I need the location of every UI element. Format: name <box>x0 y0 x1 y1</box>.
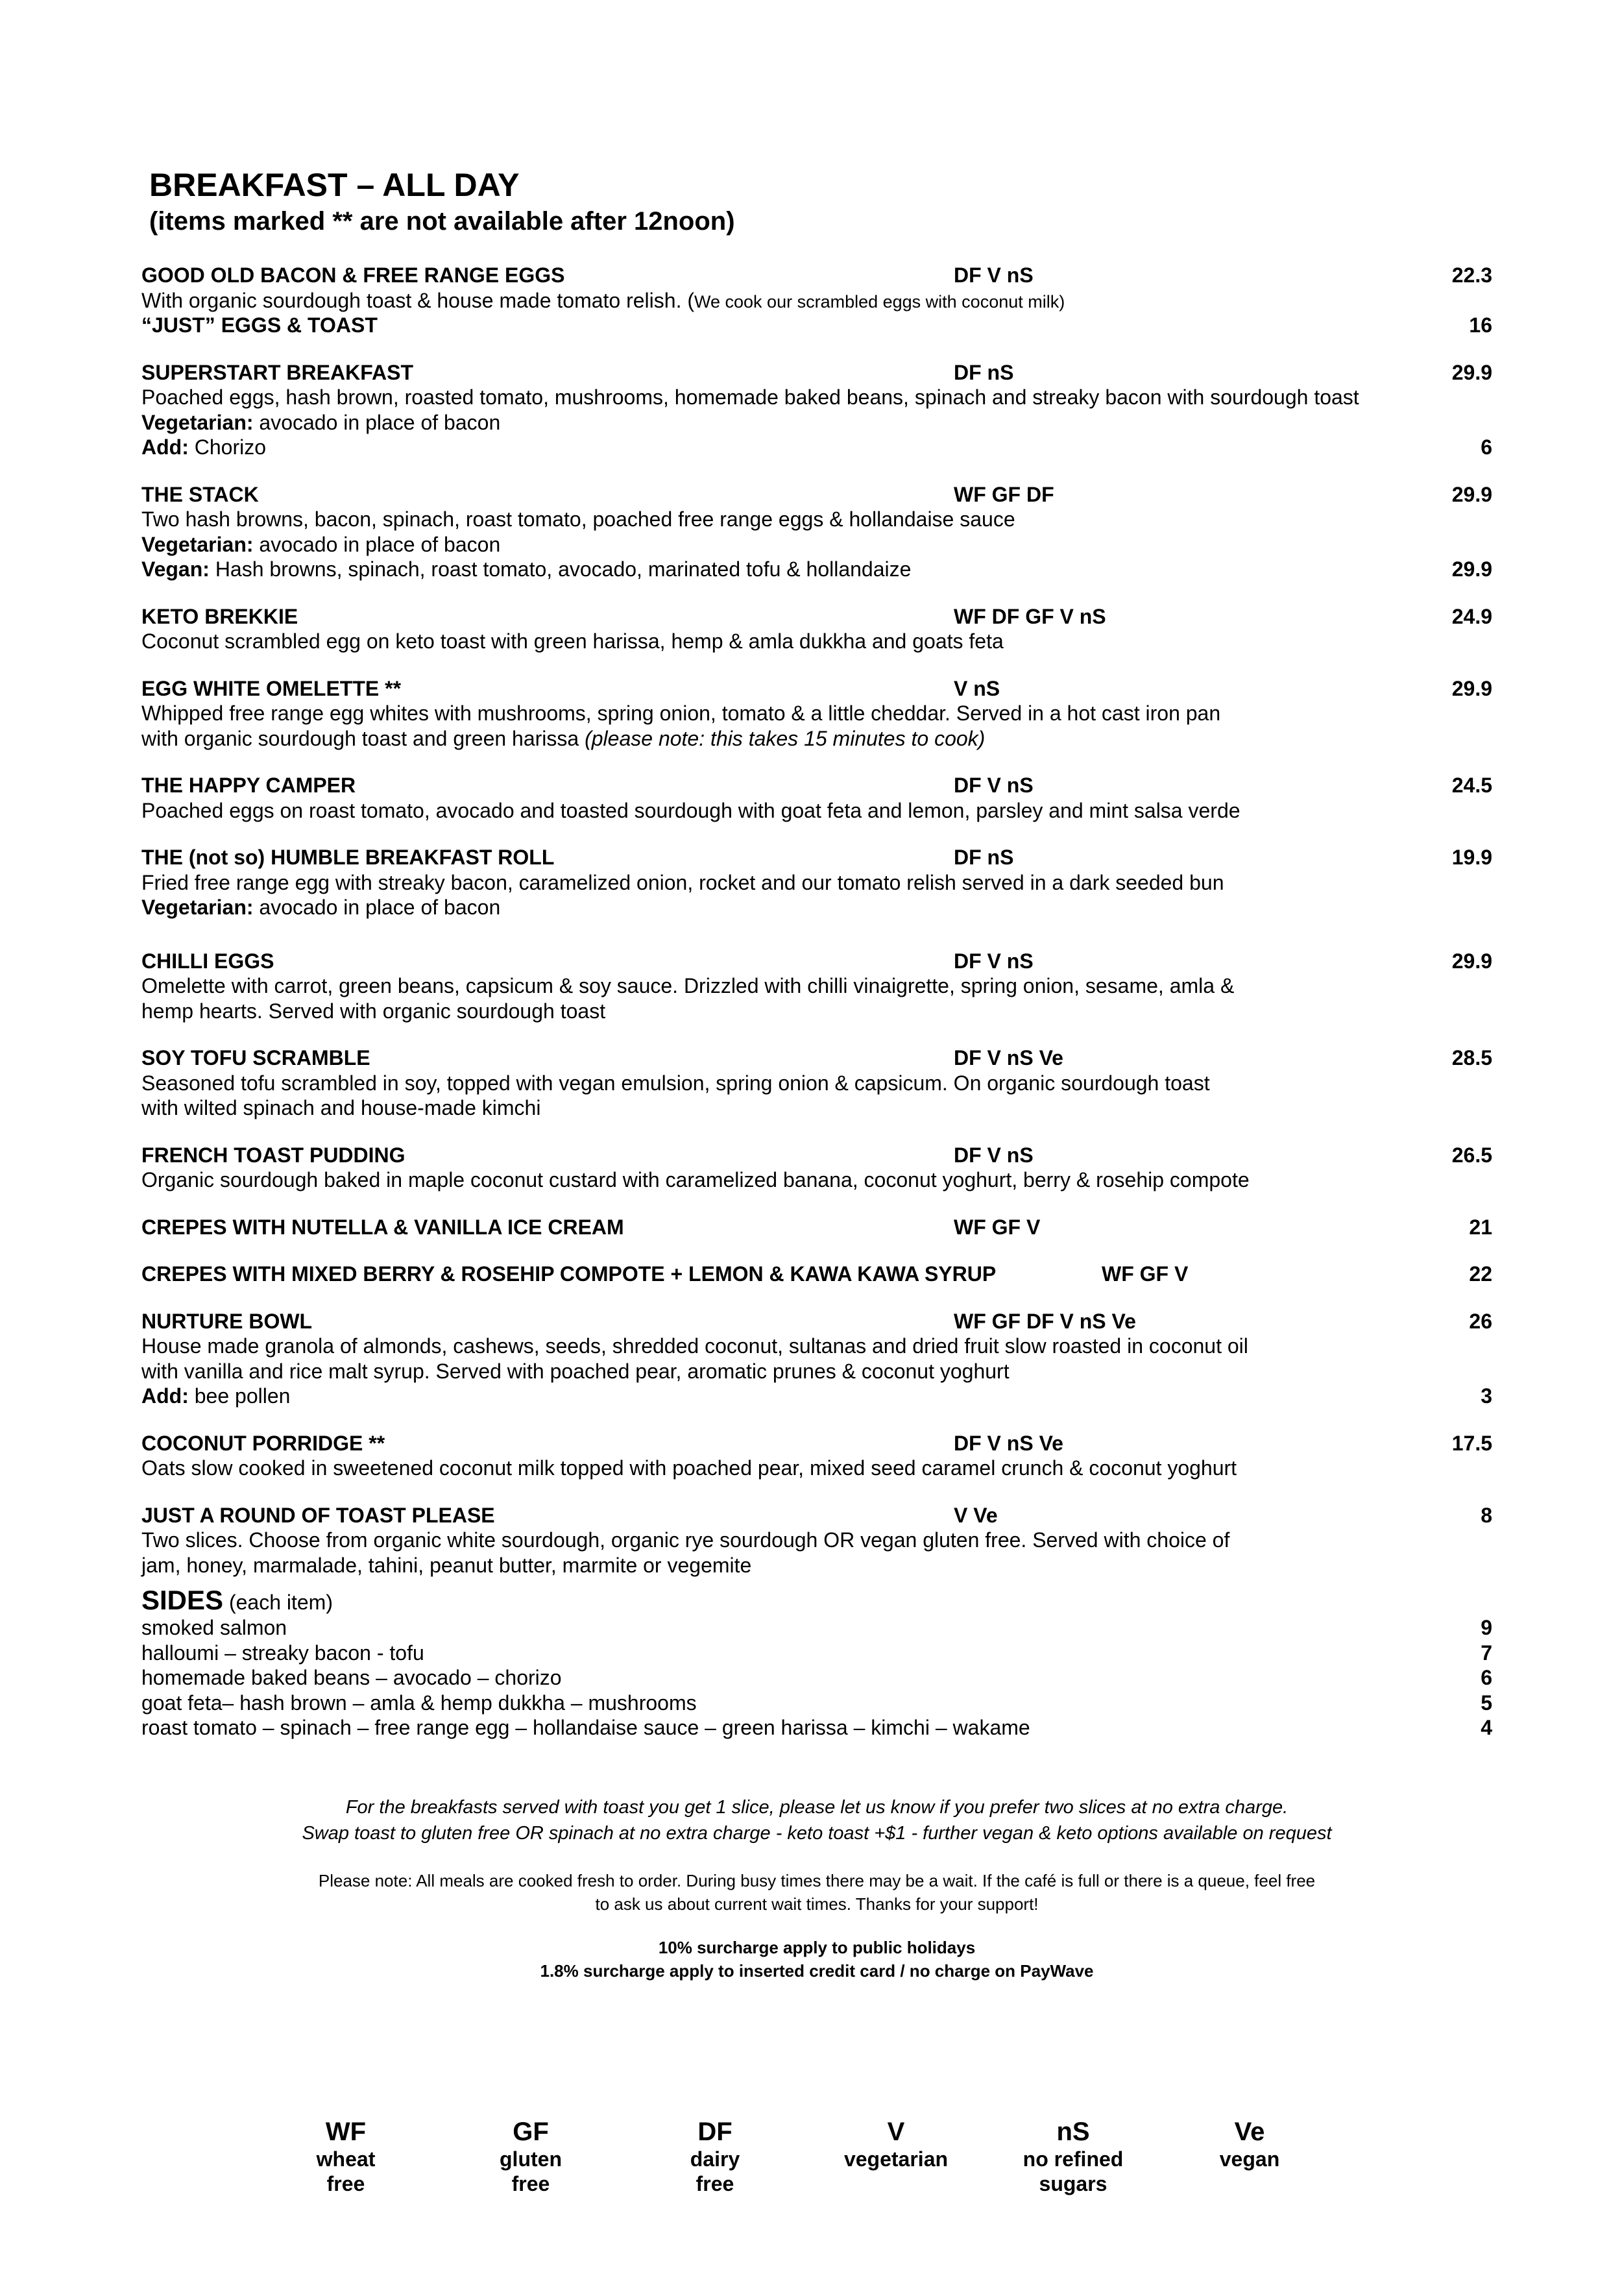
item-description-text: with organic sourdough toast and green harissa <box>141 726 585 750</box>
item-dietary-tags: DF V nS <box>954 1143 1034 1167</box>
vegetarian-option <box>141 410 1492 435</box>
legend-meaning: vegan <box>1219 2147 1280 2171</box>
cook-time-note: (please note: this takes 15 minutes to cook) <box>585 726 986 750</box>
legend-code: nS <box>1056 2118 1090 2146</box>
item-description-cont <box>141 726 1492 751</box>
item-dietary-tags: DF nS <box>954 846 1014 869</box>
item-description: Poached eggs on roast tomato, avocado and toasted sourdough with goat feta and lemon, parsley and mint salsa verde <box>141 798 1241 822</box>
vegetarian-label: Vegetarian: <box>141 410 254 434</box>
item-dietary-tags: WF DF GF V nS <box>954 604 1106 628</box>
menu-subtitle: (items marked ** are not available after 12noon) <box>149 207 735 236</box>
side-items: halloumi – streaky bacon - tofu <box>141 1641 424 1665</box>
add-text: bee pollen <box>188 1384 291 1408</box>
legend-meaning: wheat <box>316 2147 376 2171</box>
legend-code: DF <box>697 2118 732 2146</box>
item-dietary-tags: WF GF DF V nS Ve <box>954 1309 1136 1333</box>
add-price: 3 <box>1481 1384 1492 1408</box>
menu-item-nurture-bowl <box>141 1309 1492 1409</box>
item-dietary-tags: WF GF DF <box>954 482 1054 506</box>
menu-item-round-of-toast <box>141 1503 1492 1578</box>
item-name: CHILLI EGGS <box>141 949 274 973</box>
item-price: 29.9 <box>1451 482 1492 506</box>
item-name: THE HAPPY CAMPER <box>141 774 356 797</box>
item-dietary-tags: DF V nS Ve <box>954 1431 1063 1455</box>
sides-title: SIDES <box>141 1585 224 1615</box>
item-price: 21 <box>1469 1215 1492 1239</box>
item-name: JUST A ROUND OF TOAST PLEASE <box>141 1503 495 1527</box>
menu-item-soy-tofu-scramble <box>141 1045 1492 1121</box>
sides-subtitle: (each item) <box>223 1591 333 1614</box>
side-row <box>141 1641 1492 1666</box>
sub-item-price: 16 <box>1469 313 1492 337</box>
menu-item-happy-camper <box>141 773 1492 823</box>
vegetarian-label: Vegetarian: <box>141 532 254 556</box>
item-description: Organic sourdough baked in maple coconut custard with caramelized banana, coconut yoghurt, berry & rosehip compote <box>141 1168 1250 1191</box>
vegetarian-label: Vegetarian: <box>141 896 254 919</box>
side-items: homemade baked beans – avocado – chorizo <box>141 1666 562 1689</box>
item-name: GOOD OLD BACON & FREE RANGE EGGS <box>141 263 565 287</box>
item-description-main: With organic sourdough toast & house made tomato relish. ( <box>141 288 694 312</box>
item-description: Two slices. Choose from organic white sourdough, organic rye sourdough OR vegan gluten free. Served with choice of <box>141 1528 1230 1552</box>
legend-meaning: no refined <box>1023 2147 1124 2171</box>
item-description-cont: with wilted spinach and house-made kimchi <box>141 1096 541 1119</box>
menu-item-keto-brekkie <box>141 604 1492 654</box>
surcharge-note <box>141 1936 1492 1983</box>
sides-heading <box>141 1585 1492 1615</box>
menu-item-bacon-eggs <box>141 263 1492 338</box>
item-price: 22 <box>1469 1262 1492 1286</box>
side-row <box>141 1691 1492 1716</box>
legend-code: GF <box>513 2118 549 2146</box>
vegetarian-text: avocado in place of bacon <box>253 532 501 556</box>
surcharge-line: 10% surcharge apply to public holidays <box>658 1938 976 1957</box>
item-name: CREPES WITH NUTELLA & VANILLA ICE CREAM <box>141 1215 624 1239</box>
legend-item-v <box>818 2117 974 2171</box>
side-row <box>141 1615 1492 1641</box>
legend-meaning-cont: sugars <box>1039 2172 1108 2195</box>
item-name: FRENCH TOAST PUDDING <box>141 1143 406 1167</box>
item-price: 29.9 <box>1451 360 1492 384</box>
item-dietary-tags: DF V nS Ve <box>954 1046 1063 1069</box>
vegetarian-text: avocado in place of bacon <box>253 410 501 434</box>
menu-item-egg-white-omelette <box>141 676 1492 751</box>
item-description: Poached eggs, hash brown, roasted tomato, mushrooms, homemade baked beans, spinach and streaky bacon with sourdough toast <box>141 385 1359 409</box>
menu-title: BREAKFAST – ALL DAY <box>149 167 520 203</box>
side-price: 5 <box>1481 1691 1492 1715</box>
item-name: KETO BREKKIE <box>141 604 298 628</box>
toast-note-line: For the breakfasts served with toast you get 1 slice, please let us know if you prefer two slices at no extra charge. <box>345 1797 1289 1818</box>
menu-item-chilli-eggs <box>141 949 1492 1024</box>
legend-meaning-cont: free <box>326 2172 365 2195</box>
item-price: 26 <box>1469 1309 1492 1333</box>
item-description: Two hash browns, bacon, spinach, roast tomato, poached free range eggs & hollandaise sauce <box>141 507 1015 531</box>
item-description: Coconut scrambled egg on keto toast with green harissa, hemp & amla dukkha and goats feta <box>141 629 1004 653</box>
item-dietary-tags: V nS <box>954 676 1000 700</box>
dietary-legend <box>0 2117 1622 2201</box>
legend-meaning: vegetarian <box>843 2147 949 2171</box>
add-price: 6 <box>1481 435 1492 459</box>
item-price: 28.5 <box>1451 1046 1492 1069</box>
item-dietary-tags: WF GF V <box>1102 1262 1189 1286</box>
legend-meaning: dairy <box>690 2147 740 2171</box>
surcharge-line: 1.8% surcharge apply to inserted credit card / no charge on PayWave <box>540 1961 1094 1981</box>
item-name: THE (not so) HUMBLE BREAKFAST ROLL <box>141 846 555 869</box>
item-description: Whipped free range egg whites with mushrooms, spring onion, tomato & a little cheddar. Served in a hot cast iron pan <box>141 702 1221 725</box>
menu-item-french-toast-pudding <box>141 1143 1492 1193</box>
menu-list <box>141 263 1492 1740</box>
vegan-label: Vegan: <box>141 557 210 581</box>
item-name: THE STACK <box>141 482 259 506</box>
item-description: Fried free range egg with streaky bacon, caramelized onion, rocket and our tomato relish served in a dark seeded bun <box>141 870 1224 894</box>
sub-item-name: “JUST” EGGS & TOAST <box>141 313 378 337</box>
side-price: 7 <box>1481 1641 1492 1665</box>
legend-meaning: gluten <box>500 2147 562 2171</box>
side-items: goat feta– hash brown – amla & hemp dukkha – mushrooms <box>141 1691 697 1715</box>
menu-item-breakfast-roll <box>141 845 1492 920</box>
item-dietary-tags: WF GF V <box>954 1215 1041 1239</box>
item-description: Oats slow cooked in sweetened coconut milk topped with poached pear, mixed seed caramel crunch & coconut yoghurt <box>141 1456 1237 1480</box>
wait-time-note <box>141 1869 1492 1916</box>
side-row <box>141 1715 1492 1740</box>
item-dietary-tags: V Ve <box>954 1503 998 1527</box>
side-price: 6 <box>1481 1666 1492 1689</box>
item-name: EGG WHITE OMELETTE ** <box>141 676 402 700</box>
legend-item-wf <box>268 2117 424 2196</box>
item-price: 24.9 <box>1451 604 1492 628</box>
item-dietary-tags: DF V nS <box>954 263 1034 287</box>
add-text: Chorizo <box>188 435 267 459</box>
wait-note-line: to ask us about current wait times. Thanks for your support! <box>595 1894 1039 1914</box>
add-label: Add: <box>141 435 189 459</box>
item-price: 17.5 <box>1451 1431 1492 1455</box>
item-price: 8 <box>1481 1503 1492 1527</box>
item-name: COCONUT PORRIDGE ** <box>141 1431 385 1455</box>
legend-meaning-cont: free <box>511 2172 550 2195</box>
vegan-text: Hash browns, spinach, roast tomato, avocado, marinated tofu & hollandaize <box>209 557 912 581</box>
item-price: 24.5 <box>1451 774 1492 797</box>
item-description-cont: hemp hearts. Served with organic sourdough toast <box>141 999 606 1023</box>
menu-item-crepes-nutella <box>141 1215 1492 1240</box>
item-name: SUPERSTART BREAKFAST <box>141 360 413 384</box>
item-description-note: We cook our scrambled eggs with coconut milk) <box>694 291 1065 311</box>
item-name: NURTURE BOWL <box>141 1309 313 1333</box>
side-items: roast tomato – spinach – free range egg – hollandaise sauce – green harissa – kimchi – wakame <box>141 1716 1030 1739</box>
item-description-cont: jam, honey, marmalade, tahini, peanut butter, marmite or vegemite <box>141 1553 752 1577</box>
item-description: Omelette with carrot, green beans, capsicum & soy sauce. Drizzled with chilli vinaigrette, spring onion, sesame, amla & <box>141 974 1235 997</box>
item-price: 26.5 <box>1451 1143 1492 1167</box>
item-description: House made granola of almonds, cashews, seeds, shredded coconut, sultanas and dried fruit slow roasted in coconut oil <box>141 1334 1248 1358</box>
legend-item-ns <box>995 2117 1151 2196</box>
item-name: CREPES WITH MIXED BERRY & ROSEHIP COMPOTE + LEMON & KAWA KAWA SYRUP <box>141 1262 997 1286</box>
vegan-price: 29.9 <box>1451 557 1492 581</box>
item-price: 22.3 <box>1451 263 1492 287</box>
item-name: SOY TOFU SCRAMBLE <box>141 1046 370 1069</box>
side-price: 9 <box>1481 1616 1492 1639</box>
vegan-option <box>141 557 1492 582</box>
legend-item-df <box>637 2117 793 2196</box>
menu-item-superstart <box>141 360 1492 460</box>
item-description: Seasoned tofu scrambled in soy, topped with vegan emulsion, spring onion & capsicum. On organic sourdough toast <box>141 1071 1210 1095</box>
vegetarian-text: avocado in place of bacon <box>253 896 501 919</box>
item-description <box>141 288 1492 313</box>
add-on-option <box>141 1384 1492 1409</box>
item-dietary-tags: DF nS <box>954 360 1014 384</box>
side-items: smoked salmon <box>141 1616 287 1639</box>
item-dietary-tags: DF V nS <box>954 774 1034 797</box>
legend-code: WF <box>325 2118 367 2146</box>
toast-note <box>141 1794 1492 1846</box>
item-description-cont: with vanilla and rice malt syrup. Served with poached pear, aromatic prunes & coconut yoghurt <box>141 1359 1010 1383</box>
side-row <box>141 1665 1492 1691</box>
vegetarian-option <box>141 532 1492 557</box>
menu-item-the-stack <box>141 482 1492 582</box>
legend-code: Ve <box>1234 2118 1265 2146</box>
legend-item-gf <box>453 2117 609 2196</box>
item-price: 19.9 <box>1451 846 1492 869</box>
legend-meaning-cont: free <box>696 2172 734 2195</box>
menu-item-coconut-porridge <box>141 1431 1492 1481</box>
side-price: 4 <box>1481 1716 1492 1739</box>
add-on-option <box>141 435 1492 460</box>
wait-note-line: Please note: All meals are cooked fresh to order. During busy times there may be a wait. If the café is full or there is a queue, feel free <box>318 1871 1316 1890</box>
toast-note-line: Swap toast to gluten free OR spinach at no extra charge - keto toast +$1 - further vegan & keto options available on request <box>302 1823 1332 1844</box>
legend-item-ve <box>1172 2117 1327 2171</box>
item-price: 29.9 <box>1451 676 1492 700</box>
item-price: 29.9 <box>1451 949 1492 973</box>
sides-section <box>141 1585 1492 1740</box>
legend-code: V <box>887 2118 905 2146</box>
vegetarian-option <box>141 895 1492 920</box>
item-dietary-tags: DF V nS <box>954 949 1034 973</box>
add-label: Add: <box>141 1384 189 1408</box>
menu-item-crepes-berry <box>141 1262 1492 1287</box>
